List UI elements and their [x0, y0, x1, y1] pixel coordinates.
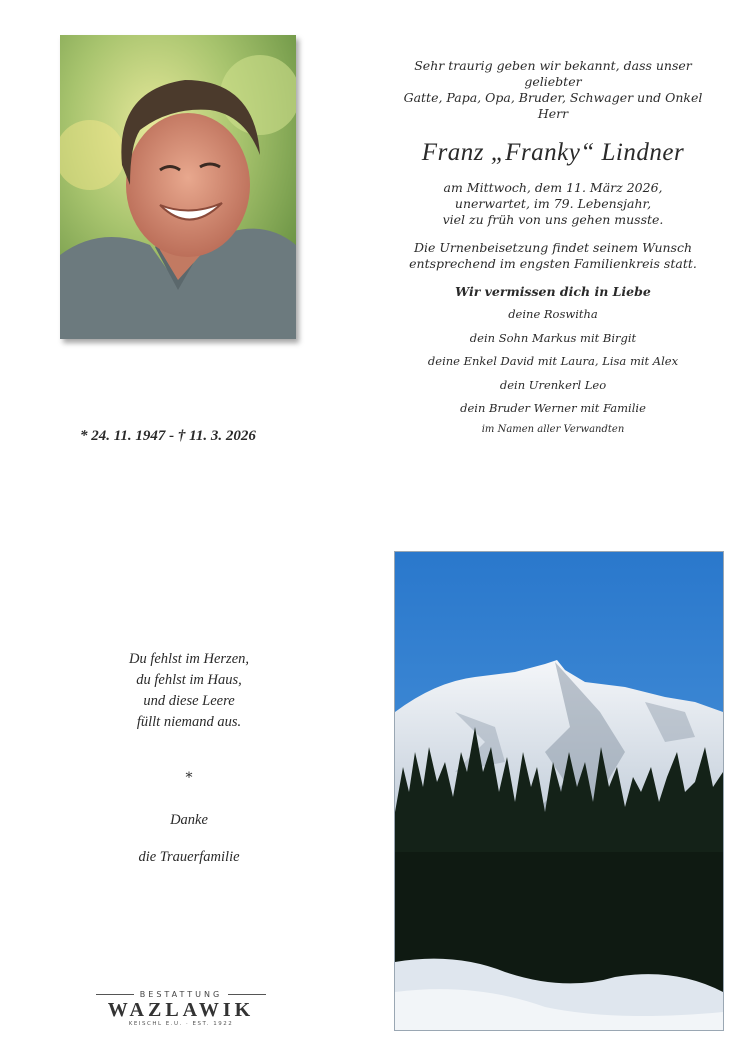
mourner-item: deine Roswitha — [508, 307, 598, 321]
mourner-item: dein Sohn Markus mit Birgit — [469, 330, 637, 345]
death-line: unerwartet, im 79. Lebensjahr, — [454, 196, 652, 211]
death-line: viel zu früh von uns gehen musste. — [442, 212, 664, 227]
intro-line: Sehr traurig geben wir bekannt, dass unser geliebter — [414, 58, 692, 89]
logo-top-text: BESTATTUNG — [139, 990, 223, 999]
asterisk-divider: * — [185, 770, 193, 786]
poem-line: du fehlst im Haus, — [136, 672, 242, 688]
announcement-text — [392, 58, 714, 439]
death-notice — [392, 180, 714, 228]
mourner-list — [392, 303, 714, 439]
logo-top-rule — [96, 990, 266, 999]
poem-line: Du fehlst im Herzen, — [128, 651, 249, 667]
thanks-text: Danke — [170, 812, 208, 828]
intro-line: Gatte, Papa, Opa, Bruder, Schwager und Onkel — [403, 90, 703, 105]
deceased-name: Franz „Franky“ Lindner — [421, 139, 685, 166]
poem-line: füllt niemand aus. — [136, 714, 242, 730]
poem-line: und diese Leere — [143, 693, 235, 709]
family-signature: die Trauerfamilie — [138, 849, 240, 865]
death-line: am Mittwoch, dem 11. März 2026, — [443, 180, 663, 195]
mourner-item: dein Urenkerl Leo — [499, 377, 607, 392]
burial-line: entsprechend im engsten Familienkreis statt. — [409, 256, 697, 271]
burial-line: Die Urnenbeisetzung findet seinem Wunsch — [413, 240, 693, 255]
mourner-item: dein Bruder Werner mit Familie — [460, 401, 646, 415]
intro-line: Herr — [537, 106, 569, 121]
logo-bottom-text: KEISCHL E.U. · EST. 1922 — [128, 1021, 234, 1027]
funeral-home-logo — [96, 990, 266, 1027]
love-heading: Wir vermissen dich in Liebe — [455, 284, 651, 299]
mourner-item: deine Enkel David mit Laura, Lisa mit Alex — [427, 354, 679, 368]
life-dates: * 24. 11. 1947 - † 11. 3. 2026 — [80, 428, 256, 444]
burial-notice — [392, 240, 714, 272]
poem — [80, 649, 298, 733]
relatives-line: im Namen aller Verwandten — [481, 423, 625, 435]
portrait-photo — [60, 35, 296, 339]
logo-main-text: WAZLAWIK — [107, 999, 255, 1021]
intro-text — [392, 58, 714, 122]
mountain-photo — [394, 551, 724, 1031]
